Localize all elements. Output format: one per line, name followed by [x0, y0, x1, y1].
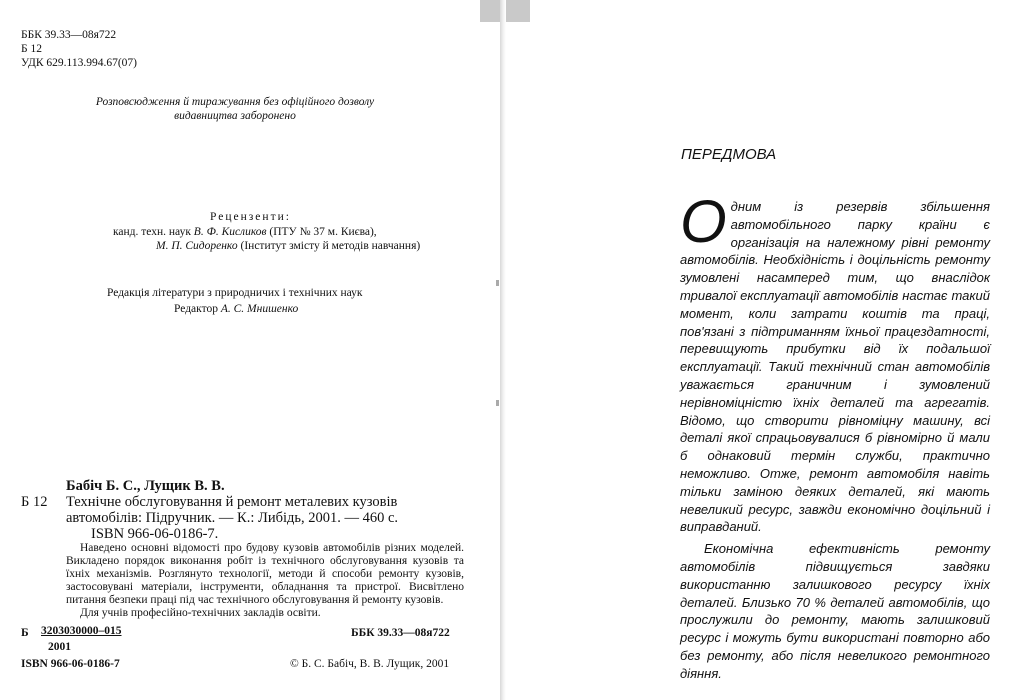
annotation-paragraph: Наведено основні відомості про будову кузовів автомобілів різних моделей. Викладено порядок виконання робіт із технічного обслуговування кузовів та їхніх механізмів. Розглянуто технології, методи й способи ремонту кузовів, застосовувані матеріали, інструменти, обладнання та пристрої. Висвітлено питання безпеки праці під час технічного обслуговування й ремонту кузовів.: [66, 542, 464, 606]
bbk-year: 2001: [48, 641, 71, 653]
bbk-number: 3203030000–015: [41, 625, 122, 637]
reviewers-title: Рецензенти:: [210, 211, 291, 223]
isbn: ISBN 966-06-0186-7.: [91, 526, 219, 542]
preface-text: [680, 188, 990, 683]
right-page: [505, 0, 1009, 700]
reviewer-2: [156, 240, 420, 252]
left-page: [0, 0, 500, 700]
reviewer-1-degree: канд. техн. наук: [113, 226, 191, 238]
reviewer-1: [113, 226, 377, 238]
preface-paragraph-2: Економічна ефективність ремонту автомобілів підвищується завдяки використанню залишкового ресурсу їхніх деталей. Близько 70 % деталей автомобілів, що прослужили до ремонту, мають залишковий ресурс і можуть бути використані повторно або без ремонту, або після невеликого ремонтного діяння.: [680, 541, 990, 681]
book-authors: Бабіч Б. С., Лущик В. В.: [66, 478, 225, 494]
annotation: [66, 542, 464, 620]
book-title-line: Технічне обслуговування й ремонт металевих кузовів: [66, 494, 398, 510]
editor-label: Редактор: [174, 303, 218, 315]
reviewer-2-name: М. П. Сидоренко: [156, 240, 238, 252]
udk-code: УДК 629.113.994.67(07): [21, 57, 137, 69]
editorial-office: Редакція літератури з природничих і технічних наук: [107, 287, 363, 299]
reviewer-1-affiliation: (ПТУ № 37 м. Києва),: [269, 226, 377, 238]
preface-paragraph-1: [680, 188, 990, 536]
editor-name: А. С. Мнишенко: [220, 303, 299, 315]
isbn-bottom: ISBN 966-06-0186-7: [21, 658, 120, 670]
page-title: ПЕРЕДМОВА: [681, 146, 777, 163]
annotation-audience: Для учнів професійно-технічних закладів освіти.: [80, 607, 321, 619]
bbk-code: ББК 39.33—08я722: [21, 29, 117, 41]
copyright-notice: Розповсюдження й тиражування без офіційного дозволу видавництва заборонено: [95, 96, 375, 122]
editor: [174, 303, 298, 315]
reviewer-1-name: В. Ф. Кисликов: [193, 226, 267, 238]
book-description: [66, 494, 466, 526]
bbk-classification: ББК 39.33—08я722: [351, 627, 450, 639]
drop-cap: О: [680, 188, 727, 255]
catalog-code: Б 12: [21, 494, 48, 510]
paragraph-1-text: дним із резервів збільшення автомобільного парку країни є організація на належному рівні ремонту автомобілів. Необхідність і доцільність ремонту зумовлені насамперед тим, що внаслідок тривалої експлуатації автомобілів настає такий момент, коли затрати коштів та праці, пов'язані з підтриманням їхньої працездатності, перевищують прибутки від їх подальшої експлуатації. Такий технічний стан автомобілів уважається граничним і зумовлений нерівноміцністю їхніх деталей та агрегатів. Відомо, що створити рівноміцну машину, всі деталі якої спрацьовувалися б рівномірно й мали б однаковий термін служби, практично неможливо. Отже, ремонт автомобіля навіть тільки заміною деяких деталей, які мають невеликий ресурс, завжди економічно доцільний і виправданий.: [680, 199, 990, 535]
classification-codes: [21, 28, 137, 70]
reviewer-2-affiliation: (Інститут змісту й методів навчання): [240, 240, 421, 252]
book-publication-line: автомобілів: Підручник. — К.: Либідь, 2001. — 460 с.: [66, 510, 399, 526]
copyright: © Б. С. Бабіч, В. В. Лущик, 2001: [290, 658, 450, 670]
bbk-letter: Б: [21, 627, 29, 639]
index-code: Б 12: [21, 43, 42, 55]
